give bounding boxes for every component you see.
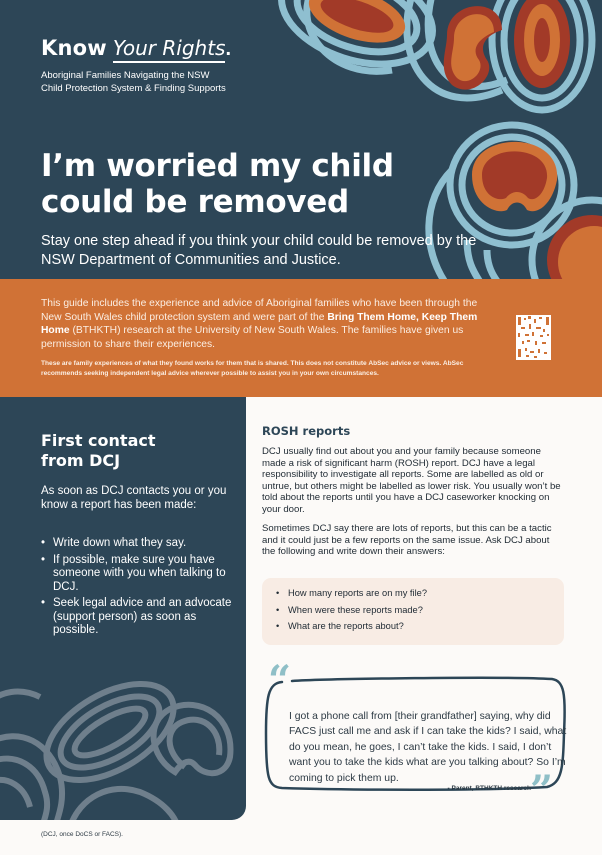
quote-attribution: - Parent, BTHKTH research bbox=[447, 785, 531, 792]
footnote: (DCJ, once DoCS or FACS). bbox=[41, 831, 123, 838]
first-contact-list bbox=[41, 537, 241, 641]
intro-paragraph bbox=[41, 297, 481, 351]
rosh-paragraph-1: DCJ usually find out about you and your family because someone made a risk of significant harm (ROSH) report. DCJ have a legal responsibility to investigate all reports. Some are labelled as old or untrue, but others might be labelled as lower risk. You usually won’t be told about the reports until you have a DCJ caseworker knocking on your door. bbox=[262, 446, 561, 515]
intro-band bbox=[0, 279, 602, 397]
list-item: • What are the reports about? bbox=[276, 621, 427, 638]
subtitle-line-1: Aboriginal Families Navigating the NSW bbox=[41, 70, 210, 81]
first-contact-heading bbox=[41, 431, 156, 471]
title-line-2: could be removed bbox=[41, 184, 349, 220]
page-title bbox=[41, 148, 394, 220]
list-item: • Write down what they say. bbox=[41, 537, 241, 551]
subtitle-line-2: Child Protection System & Finding Supports bbox=[41, 83, 226, 94]
quote-text: I got a phone call from [their grandfather] saying, why did FACS just call me and ask if I can take the kids? I said, what do you mean, he goes, I can’t take the kids. I said, I don’t want you to take the kids what are you talking about? So I’m coming to pick them up. bbox=[289, 711, 567, 784]
brand-subtitle bbox=[41, 69, 226, 95]
brand-know: Know bbox=[41, 36, 107, 60]
lead-text: Stay one step ahead if you think your child could be removed by the NSW Department of Communities and Justice. bbox=[41, 233, 477, 268]
questions-list bbox=[276, 588, 427, 638]
qr-code-icon[interactable] bbox=[516, 315, 551, 360]
list-item: • Seek legal advice and an advocate (support person) as soon as possible. bbox=[41, 597, 241, 638]
heading-line-2: from DCJ bbox=[41, 451, 121, 470]
testimonial-quote bbox=[262, 657, 567, 814]
first-contact-panel bbox=[0, 397, 246, 820]
open-quote-icon: “ bbox=[268, 657, 292, 704]
list-item: • When were these reports made? bbox=[276, 605, 427, 622]
intro-text-before: This guide includes the experience and advice of Aboriginal families who have been through the New South Wales child protection system and were part of the bbox=[41, 298, 478, 323]
header-section bbox=[0, 0, 602, 279]
questions-box bbox=[262, 578, 564, 645]
rosh-heading: ROSH reports bbox=[262, 424, 351, 438]
brand-your-rights: Your Rights bbox=[113, 36, 226, 63]
brand-dot: . bbox=[225, 38, 232, 60]
intro-text-after: (BTHKTH) research at the University of New South Wales. The families have given us permission to share their experiences. bbox=[41, 325, 464, 350]
list-item: • How many reports are on my file? bbox=[276, 588, 427, 605]
list-item: • If possible, make sure you have someone with you when talking to DCJ. bbox=[41, 554, 241, 595]
title-line-1: I’m worried my child bbox=[41, 148, 394, 184]
heading-line-1: First contact bbox=[41, 431, 156, 450]
disclaimer: These are family experiences of what they found works for them that is shared. This does not constitute AbSec advice or views. AbSec recommends seeking independent legal advice wherever possible to assist you in your own circumstances. bbox=[41, 360, 464, 377]
close-quote-icon: ” bbox=[530, 767, 554, 814]
intro-bold-research: Bring Them Home, Keep Them Home bbox=[41, 311, 478, 336]
brand-logo bbox=[41, 36, 231, 61]
first-contact-intro: As soon as DCJ contacts you or you know a report has been made: bbox=[41, 485, 227, 511]
rosh-paragraph-2: Sometimes DCJ say there are lots of reports, but this can be a tactic and it could just be a few reports on the same issue. Ask DCJ about the following and write down their answers: bbox=[262, 523, 552, 558]
